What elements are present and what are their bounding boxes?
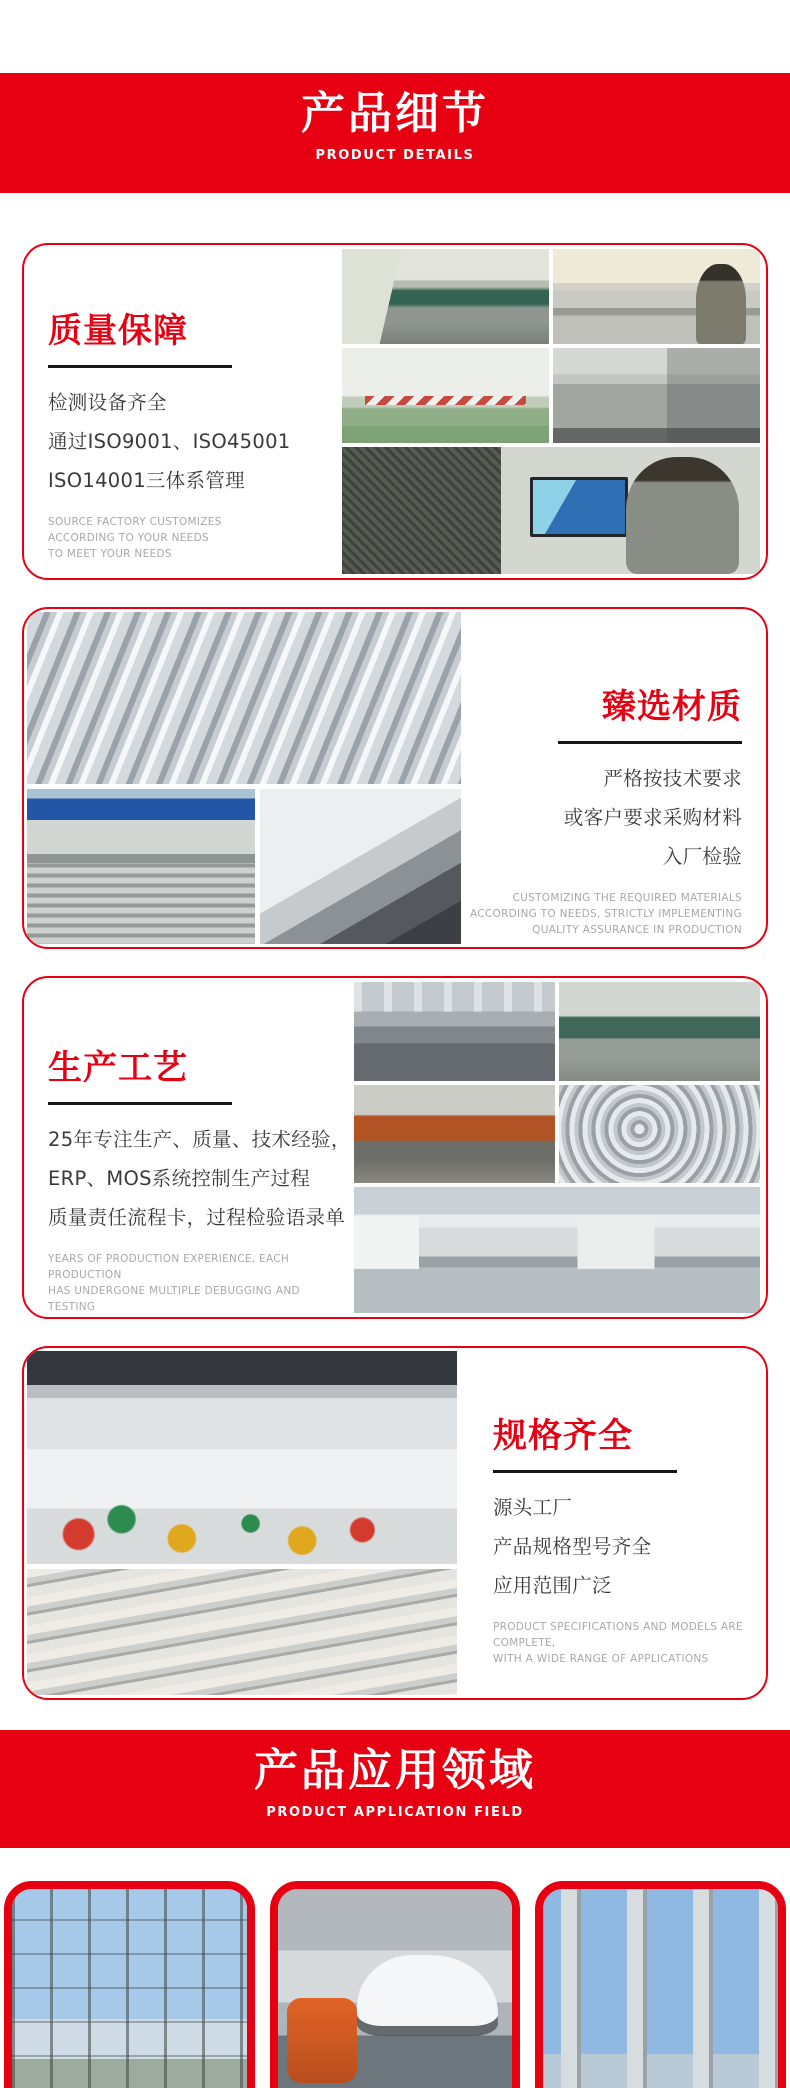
quality-photo-collage [324,245,766,578]
process-note-1: YEARS OF PRODUCTION EXPERIENCE, EACH PRODUCTION [48,1253,290,1281]
quality-note-2: ACCORDING TO YOUR NEEDS [48,532,209,544]
process-notes [48,1251,340,1315]
material-line-2: 或客户要求采购材料 [563,806,742,829]
product-application-banner [0,1730,790,1848]
photo-inspection-lab [342,348,549,443]
title-underline [48,365,232,368]
process-title: 生产工艺 [48,1048,188,1088]
quality-text-column [24,245,324,578]
photo-material-testing-machine [553,249,760,344]
application-photo-row [0,1881,790,2088]
material-line-3: 入厂检验 [662,845,742,868]
photo-aluminum-tubes [27,1569,457,1695]
application-banner-subtitle: PRODUCT APPLICATION FIELD [266,1804,524,1820]
material-note-2: ACCORDING TO NEEDS, STRICTLY IMPLEMENTING [469,908,742,920]
title-underline [558,741,742,744]
title-underline [493,1470,677,1473]
material-notes [461,890,742,938]
material-photo-collage [24,609,461,947]
process-photo-collage [340,978,766,1317]
photo-ingot-warehouse [27,789,255,944]
photo-extrusion-workshop [559,982,760,1081]
photo-inspection-workshop [342,249,549,344]
card-selected-material [22,607,768,949]
material-text-column [461,609,766,947]
specs-notes [493,1619,766,1667]
photo-factory-aisle [354,982,555,1081]
photo-stacked-aluminum-bars [27,612,461,784]
specs-line-3: 应用范围广泛 [493,1574,612,1597]
photo-salt-spray-chamber [553,348,760,443]
specs-title: 规格齐全 [493,1416,633,1456]
quality-notes [48,514,324,562]
photo-power-substation [12,1889,247,2088]
material-note-3: QUALITY ASSURANCE IN PRODUCTION [532,924,742,936]
material-note-1: CUSTOMIZING THE REQUIRED MATERIALS [512,892,742,904]
photo-aluminum-profiles [260,789,461,944]
card-quality-assurance [22,243,768,580]
application-card-automotive [270,1881,521,2088]
process-line-1: 25年专注生产、质量、技术经验， [48,1128,351,1151]
process-line-2: ERP、MOS系统控制生产过程 [48,1167,311,1190]
detail-cards [0,243,790,1700]
specs-note-1: PRODUCT SPECIFICATIONS AND MODELS ARE COMPLETE, [493,1621,743,1649]
specs-photo-collage [24,1348,457,1698]
quality-note-1: SOURCE FACTORY CUSTOMIZES [48,516,222,528]
photo-press-machine [354,1085,555,1183]
banner-subtitle: PRODUCT DETAILS [315,147,475,163]
process-text-column [24,978,351,1317]
specs-text-column [457,1348,766,1698]
application-card-power [4,1881,255,2088]
process-note-2: HAS UNDERGONE MULTIPLE DEBUGGING AND TESTING [48,1285,300,1313]
photo-chemical-plant [543,1889,778,2088]
banner-title: 产品细节 [301,88,489,139]
quality-note-3: TO MEET YOUR NEEDS [48,548,172,560]
top-spacer [0,0,790,73]
product-details-banner [0,73,790,193]
title-underline [48,1102,232,1105]
material-title: 臻选材质 [602,687,742,727]
application-banner-title: 产品应用领域 [254,1745,536,1796]
specs-line-1: 源头工厂 [493,1496,573,1519]
card-complete-specifications [22,1346,768,1700]
process-line-3: 质量责任流程卡，过程检验语录单 [48,1206,346,1229]
material-line-1: 严格按技术要求 [603,767,742,790]
quality-line-1: 检测设备齐全 [48,391,167,414]
photo-metal-parts [559,1085,760,1183]
card-production-process [22,976,768,1319]
specs-note-2: WITH A WIDE RANGE OF APPLICATIONS [493,1653,709,1665]
specs-line-2: 产品规格型号齐全 [493,1535,652,1558]
photo-product-showroom [27,1351,457,1564]
quality-line-3: ISO14001三体系管理 [48,469,245,492]
quality-line-2: 通过ISO9001、ISO45001 [48,430,291,453]
application-card-chemical [535,1881,786,2088]
photo-computer-inspection-station [342,447,760,574]
photo-car-assembly-line [278,1889,513,2088]
quality-title: 质量保障 [48,311,188,351]
photo-cnc-workshop [354,1187,760,1313]
